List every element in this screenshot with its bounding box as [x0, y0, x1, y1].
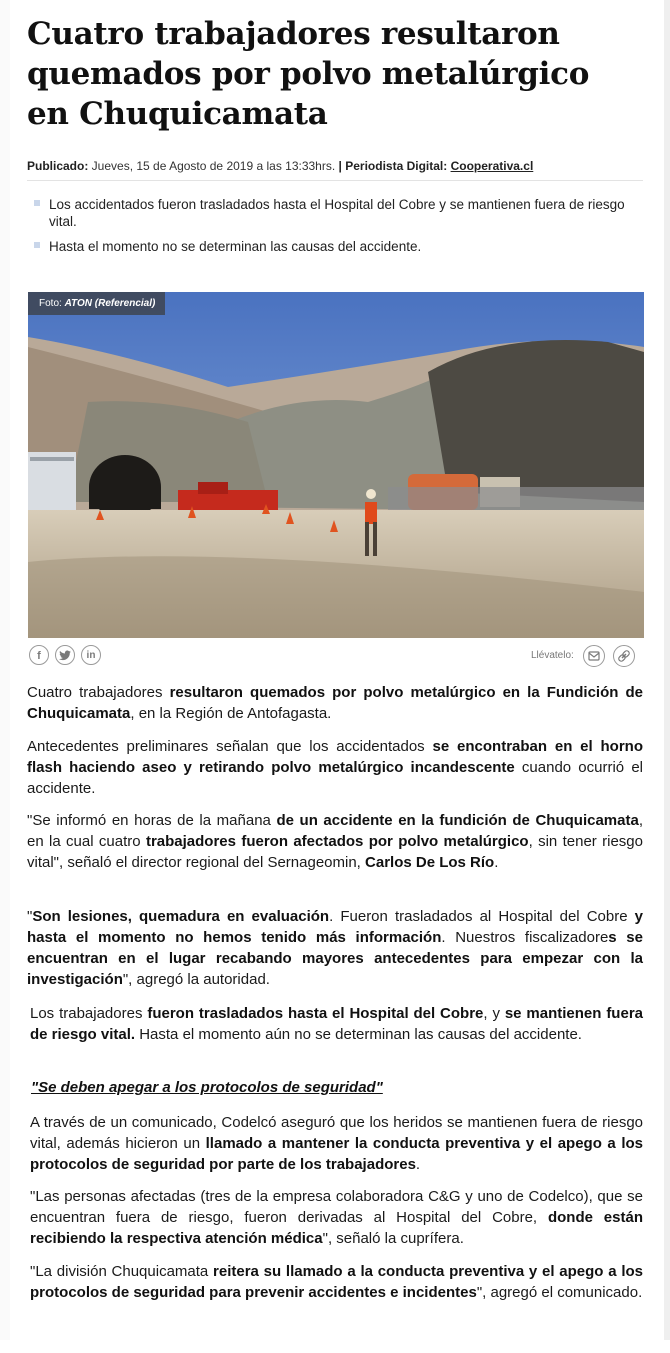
byline-separator: |: [338, 159, 342, 173]
photo-credit-source: ATON (Referencial): [64, 298, 156, 309]
bold-run: y hasta el momento no hemos tenido más información: [27, 908, 644, 946]
published-label: Publicado:: [27, 159, 89, 173]
bold-run: donde están recibiendo la respectiva atención médica: [30, 1209, 643, 1247]
bold-run: s se encuentran en el lugar recabando mayores antecedentes para empezar con la investigación: [27, 929, 643, 988]
article-title: Cuatro trabajadores resultaron quemados por polvo metalúrgico en Chuquicamata: [27, 16, 590, 132]
facebook-icon[interactable]: f: [29, 645, 49, 665]
text-run: "Se informó en horas de la mañana: [27, 812, 277, 829]
text-run: Cuatro trabajadores: [27, 684, 170, 701]
text-run: ", señaló la cuprífera.: [322, 1230, 464, 1247]
text-run: . Fueron trasladados al Hospital del Cobre: [329, 908, 635, 925]
summary-bullet: [32, 238, 632, 255]
bold-run: se mantienen fuera de riesgo vital.: [30, 1005, 643, 1043]
link-icon[interactable]: [613, 645, 635, 667]
text-run: ": [27, 908, 33, 925]
summary-bullet-text: Los accidentados fueron trasladados hasta el Hospital del Cobre y se mantienen fuera de riesgo vital.: [49, 197, 625, 229]
summary-bullet-text: Hasta el momento no se determinan las causas del accidente.: [49, 239, 422, 254]
bold-run: resultaron quemados por polvo metalúrgico en la Fundición de Chuquicamata: [27, 684, 644, 722]
photo-credit: [28, 292, 165, 315]
bold-run: Son lesiones, quemadura en evaluación: [32, 908, 330, 925]
text-run: , en la Región de Antofagasta.: [130, 705, 332, 722]
article-paragraph: [30, 1112, 643, 1175]
text-run: .: [494, 854, 499, 871]
article-photo[interactable]: [28, 292, 644, 638]
bold-run: fueron trasladados hasta el Hospital del Cobre: [147, 1005, 484, 1022]
text-run: cuando ocurrió el accidente.: [27, 759, 643, 797]
article-paragraph: [30, 1186, 643, 1249]
page-right-edge: [664, 0, 670, 1340]
text-run: , y: [483, 1005, 505, 1022]
bullet-square-icon: [34, 200, 40, 206]
article-paragraph: [30, 1003, 643, 1045]
twitter-icon[interactable]: [55, 645, 75, 665]
bullet-square-icon: [34, 242, 40, 248]
mine-tunnel-photo: [28, 292, 644, 638]
text-run: Hasta el momento aún no se determinan las causas del accidente.: [135, 1026, 582, 1043]
article-paragraph: [27, 906, 643, 990]
author-link[interactable]: Cooperativa.cl: [450, 159, 534, 173]
bold-run: Carlos De Los Río: [365, 854, 495, 871]
published-date: Jueves, 15 de Agosto de 2019 a las 13:33hrs.: [88, 159, 339, 173]
text-run: ", agregó la autoridad.: [122, 971, 270, 988]
section-subheading: "Se deben apegar a los protocolos de seguridad": [31, 1079, 383, 1096]
article-paragraph: [27, 810, 643, 873]
linkedin-icon[interactable]: in: [81, 645, 101, 665]
text-run: Los trabajadores: [30, 1005, 148, 1022]
summary-bullets: [32, 196, 632, 263]
bold-run: reitera su llamado a la conducta preventiva y el apego a los protocolos de seguridad para prevenir accidentes e incidentes: [30, 1263, 643, 1301]
photo-credit-label: Foto:: [39, 298, 65, 309]
bold-run: trabajadores fueron afectados por polvo metalúrgico: [145, 833, 529, 850]
text-run: . Nuestros fiscalizadore: [441, 929, 609, 946]
share-label: Llévatelo:: [531, 650, 574, 661]
text-run: "La división Chuquicamata: [30, 1263, 214, 1280]
text-run: ", agregó el comunicado.: [476, 1284, 643, 1301]
text-run: Antecedentes preliminares señalan que los accidentados: [27, 738, 433, 755]
article-paragraph: [30, 1261, 643, 1303]
bold-run: se encontraban en el horno flash haciendo aseo y retirando polvo metalúrgico incandescente: [27, 738, 644, 776]
summary-bullet: [32, 196, 632, 230]
bold-run: de un accidente en la fundición de Chuquicamata: [276, 812, 639, 829]
share-bar: [27, 645, 643, 671]
email-icon[interactable]: [583, 645, 605, 667]
article-byline: [27, 158, 643, 181]
text-run: , en la cual cuatro: [27, 812, 643, 850]
article-paragraph: [27, 736, 643, 799]
text-run: A través de un comunicado, Codelcó aseguró que los heridos se mantienen fuera de riesgo vital, además hicieron un: [30, 1114, 643, 1152]
article-paragraph: [27, 682, 643, 724]
text-run: "Las personas afectadas (tres de la empresa colaboradora C&G y uno de Codelco), que se encuentran fuera de riesgo, fueron derivadas al Hospital del Cobre,: [30, 1188, 643, 1226]
page-left-edge: [0, 0, 10, 1340]
author-label: Periodista Digital:: [341, 159, 451, 173]
text-run: .: [415, 1156, 421, 1173]
bold-run: llamado a mantener la conducta preventiva y el apego a los protocolos de seguridad por parte de los trabajadores: [30, 1135, 643, 1173]
text-run: , sin tener riesgo vital", señaló el director regional del Sernageomin,: [27, 833, 643, 871]
